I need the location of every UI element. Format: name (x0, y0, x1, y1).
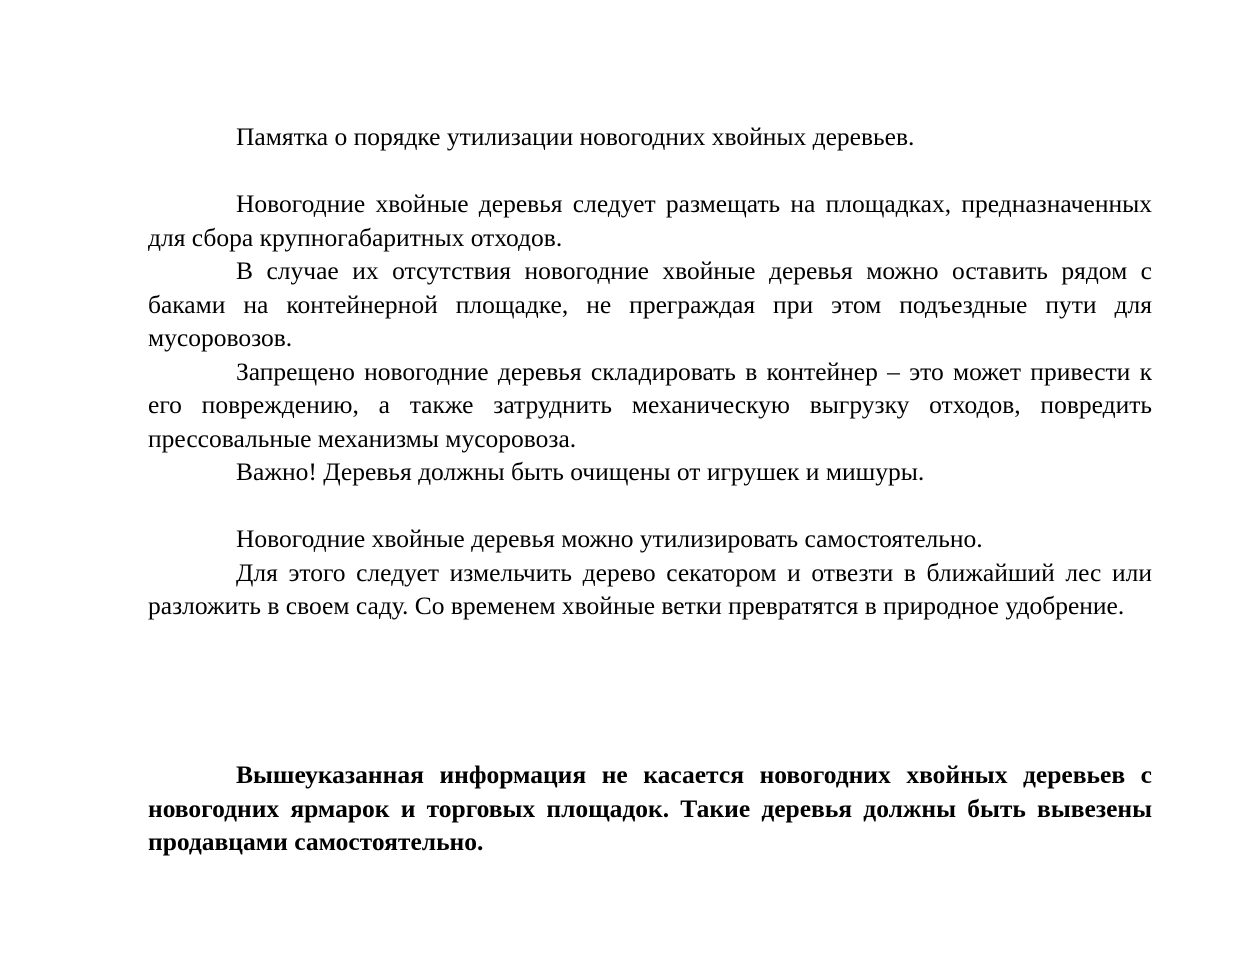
document-title: Памятка о порядке утилизации новогодних хвойных деревьев. (236, 122, 915, 151)
paragraph-placement: Новогодние хвойные деревья следует размещать на площадках, предназначенных для сбора крупногабаритных отходов. (148, 189, 1152, 252)
paragraph-instructions: Для этого следует измельчить дерево секатором и отвезти в ближайший лес или разложить в своем саду. Со временем хвойные ветки превратятся в природное удобрение. (148, 557, 1152, 620)
paragraph-absence: В случае их отсутствия новогодние хвойные деревья можно оставить рядом с баками на контейнерной площадке, не преграждая при этом подъездные пути для мусоровозов. (148, 256, 1152, 352)
paragraph-prohibition: Запрещено новогодние деревья складировать в контейнер – это может привести к его повреждению, а также затруднить механическую выгрузку отходов, повредить прессовальные механизмы мусоровоза. (148, 356, 1152, 453)
spacer (148, 489, 1152, 523)
spacer (148, 154, 1152, 188)
main-text (148, 120, 1152, 623)
paragraph-important: Важно! Деревья должны быть очищены от игрушек и мишуры. (236, 457, 925, 486)
notice-paragraph: Вышеуказанная информация не касается новогодних хвойных деревьев с новогодних ярмарок и торговых площадок. Такие деревья должны быть вывезены продавцами самостоятельно. (148, 760, 1152, 856)
paragraph-self-disposal: Новогодние хвойные деревья можно утилизировать самостоятельно. (236, 524, 983, 553)
notice-text (148, 758, 1152, 859)
